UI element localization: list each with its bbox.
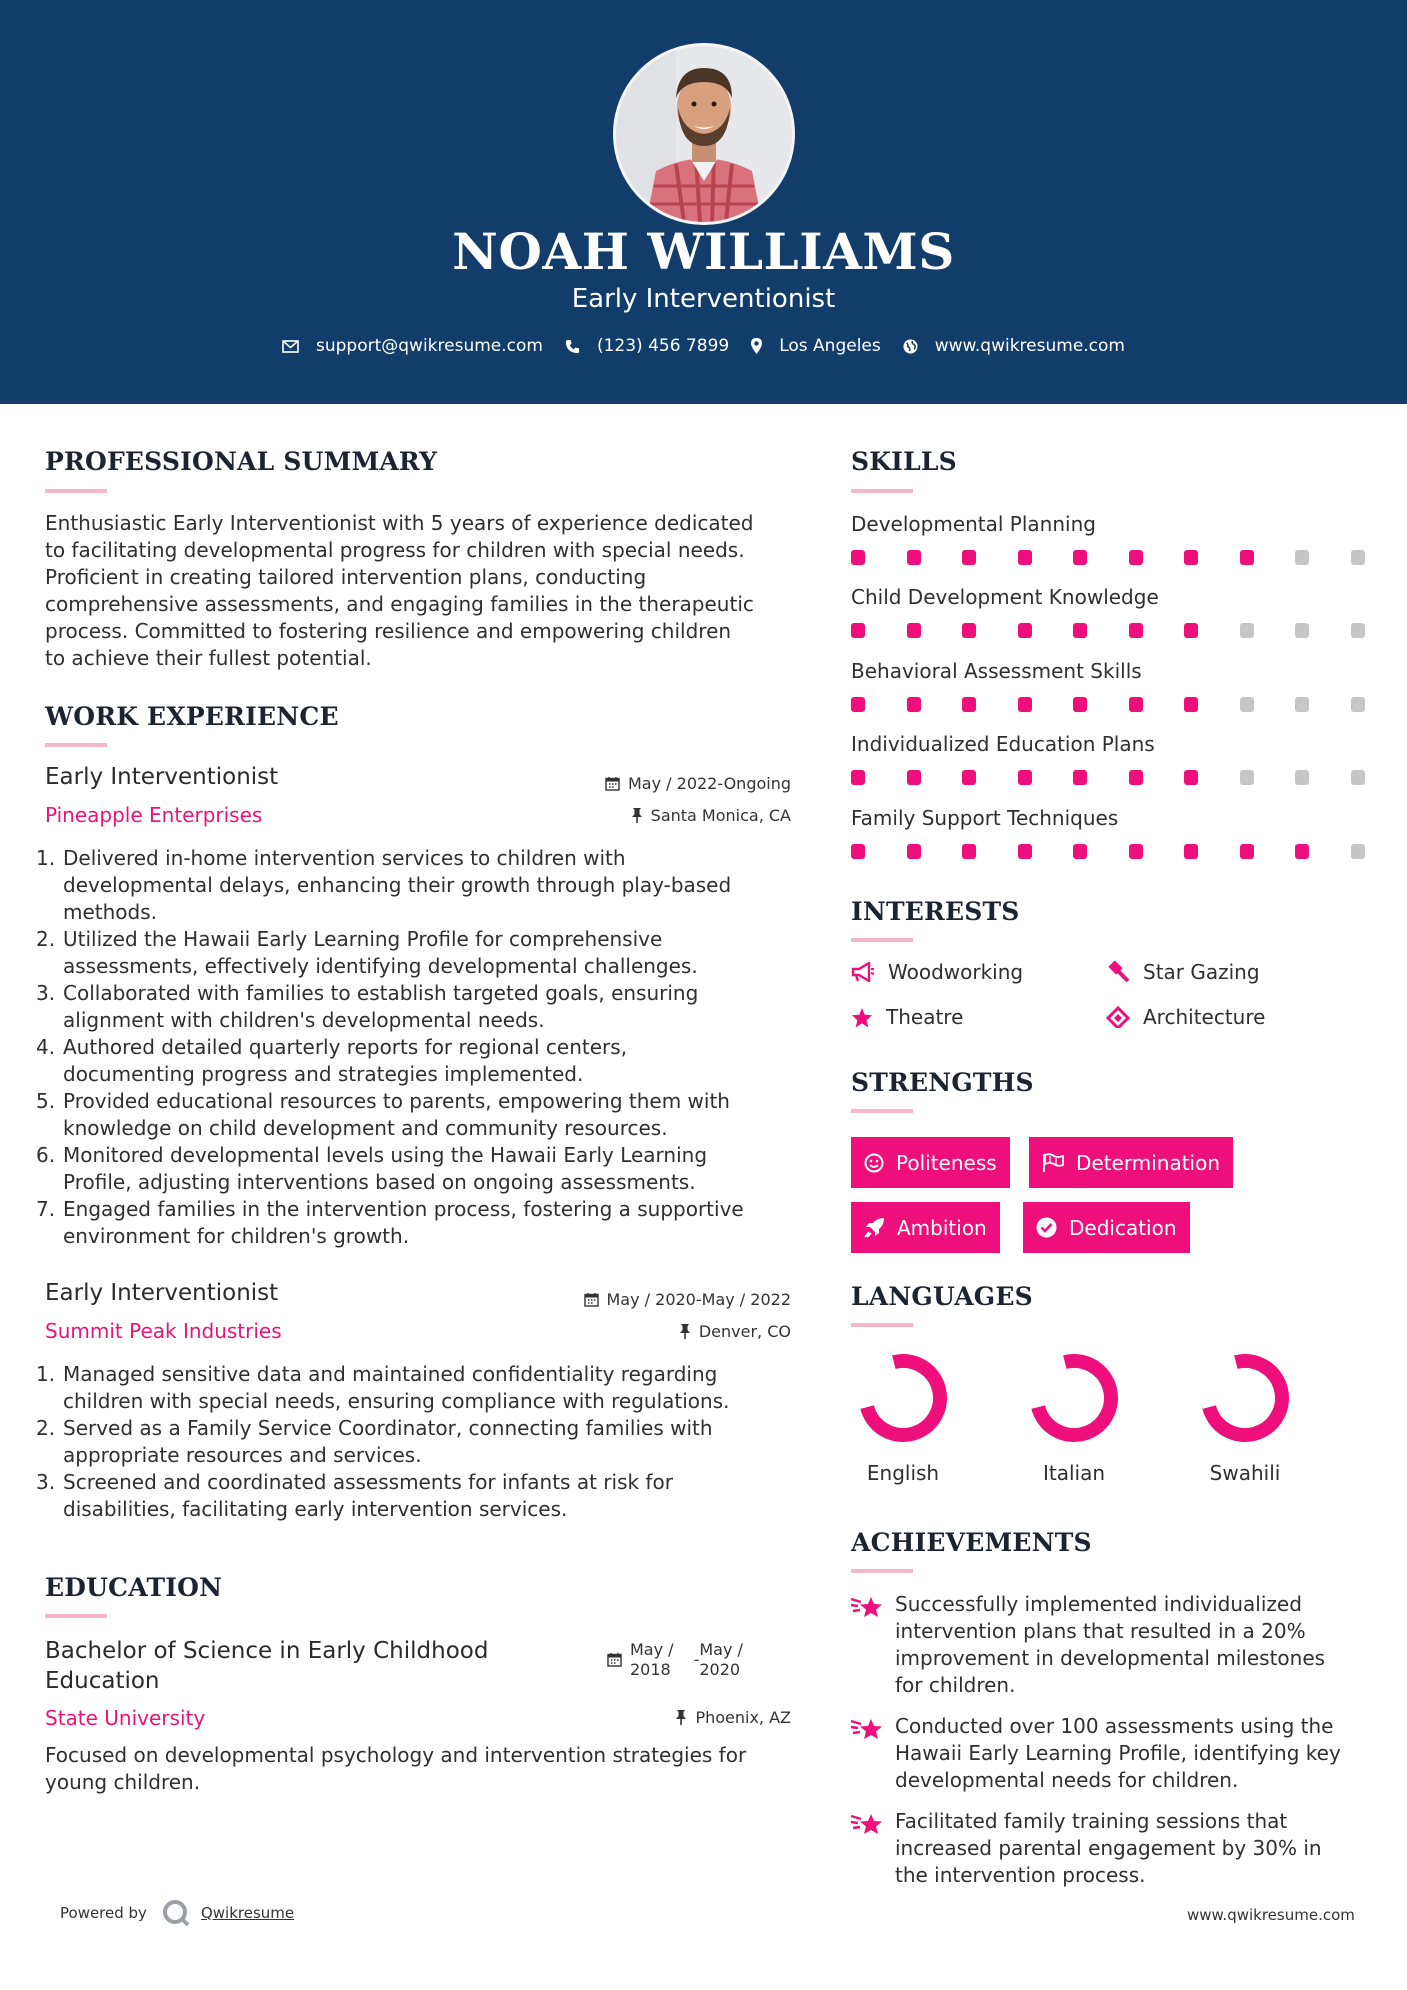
skill-name: Child Development Knowledge [851,585,1159,609]
education-date-dash: - [693,1650,700,1669]
strength-tag [851,1202,1000,1253]
skill-dot-filled [1073,770,1087,785]
language-item [838,1351,968,1485]
location-text: Los Angeles [779,336,881,356]
job-location [679,1322,791,1341]
pushpin-icon [679,1324,691,1339]
job-dates-text: May / 2020-May / 2022 [606,1290,791,1309]
language-name: English [866,1461,940,1485]
skill-dot-filled [1184,697,1198,712]
skill-dot-filled [851,844,865,859]
bullet-item: 3. Collaborated with families to establish targeted goals, ensuring alignment with children's developmental needs. [36,981,699,1032]
interests-heading: INTERESTS [851,897,1020,926]
company-name: Summit Peak Industries [45,1319,282,1343]
skill-dot-filled [1184,550,1198,565]
shooting-star-icon [850,1810,884,1840]
bullet-item: 7. Engaged families in the intervention process, fostering a supportive environment for children's growth. [36,1197,744,1248]
skill-dot-filled [907,697,921,712]
email-text: support@qwikresume.com [316,336,543,356]
contact-website[interactable] [903,336,1125,356]
skill-name: Individualized Education Plans [851,732,1155,756]
skill-dot-filled [1018,770,1032,785]
skill-name: Family Support Techniques [851,806,1119,830]
ticket-icon [1106,1006,1130,1028]
education-location-text: Phoenix, AZ [695,1708,791,1727]
skill-dot-empty [1240,623,1254,638]
skills-underline [851,489,913,493]
interest-label: Architecture [1143,1005,1266,1029]
summary-text [45,510,795,672]
skill-dot-filled [1295,844,1309,859]
language-name: Italian [1042,1461,1106,1485]
contact-location [751,336,881,356]
education-end-month: May / [699,1640,743,1659]
bullhorn-icon [851,962,875,982]
skill-dot-empty [1351,623,1365,638]
contact-bar [0,336,1407,356]
rocket-icon [864,1217,885,1238]
shooting-star-icon [850,1593,884,1623]
strength-label: Determination [1076,1150,1221,1175]
skill-dot-empty [1351,770,1365,785]
skill-dot-filled [1129,550,1143,565]
powered-by-label: Powered by [60,1904,147,1922]
skill-dot-filled [1073,844,1087,859]
skill-dot-filled [907,623,921,638]
interest-item [851,960,1023,984]
profile-photo [616,46,792,222]
summary-underline [45,489,107,493]
skill-dot-filled [1129,770,1143,785]
achievement-text: Facilitated family training sessions that increased parental engagement by 30% in the intervention process. [895,1809,1322,1887]
job-bullets [36,1361,805,1523]
skill-dot-filled [907,550,921,565]
skill-dot-empty [1351,550,1365,565]
header-banner [0,0,1407,404]
strength-label: Politeness [896,1150,997,1175]
bullet-item: 5. Provided educational resources to parents, empowering them with knowledge on child development and community resources. [36,1089,730,1140]
job-dates [584,1290,792,1309]
bullet-item: 6. Monitored developmental levels using the Hawaii Early Learning Profile, adjusting interventions based on ongoing assessments. [36,1143,708,1194]
calendar-icon [584,1292,599,1307]
skill-dot-empty [1295,697,1309,712]
avatar [613,43,795,225]
skill-dot-empty [1240,697,1254,712]
skill-dot-filled [1129,697,1143,712]
language-progress-ring [1027,1351,1121,1445]
strength-label: Ambition [897,1215,987,1240]
interest-label: Woodworking [888,960,1024,984]
summary-line: Proficient in creating tailored intervention plans, conducting [45,565,647,589]
interest-item [851,1005,963,1029]
bullet-item: 2. Served as a Family Service Coordinator, connecting families with appropriate resources and services. [36,1416,713,1467]
bullet-item: 4. Authored detailed quarterly reports for regional centers, documenting progress and strategies implemented. [36,1035,628,1086]
degree-title: Bachelor of Science in Early Childhood Education [45,1638,489,1694]
skill-dot-filled [962,697,976,712]
interest-label: Theatre [886,1005,964,1029]
contact-phone[interactable] [565,336,729,356]
achievement-item [850,1713,1370,1794]
skill-rating [851,770,1406,785]
education-start-year: 2018 [630,1660,671,1679]
skill-dot-empty [1295,623,1309,638]
job-title: Early Interventionist [45,1280,279,1306]
map-pin-icon [751,338,762,354]
skill-name: Developmental Planning [851,512,1096,536]
language-progress-ring [1198,1351,1292,1445]
summary-line: Enthusiastic Early Interventionist with 5 years of experience dedicated [45,511,754,535]
education-heading: EDUCATION [45,1573,223,1602]
skill-dot-filled [1073,623,1087,638]
bullet-item: 2. Utilized the Hawaii Early Learning Profile for comprehensive assessments, effectively identifying developmental challenges. [36,927,698,978]
achievement-text: Conducted over 100 assessments using the Hawaii Early Learning Profile, identifying key developmental needs for children. [895,1714,1341,1792]
achievements-underline [851,1569,913,1573]
skill-dot-filled [1129,844,1143,859]
skill-dot-filled [1184,770,1198,785]
school-name: State University [45,1706,206,1730]
job-bullets [36,845,805,1250]
interest-item [1106,1005,1265,1029]
contact-email[interactable] [282,336,543,356]
skill-dot-filled [1240,844,1254,859]
education-dates [607,1640,743,1680]
skill-dot-empty [1351,697,1365,712]
summary-heading: PROFESSIONAL SUMMARY [45,447,438,476]
education-underline [45,1614,107,1618]
achievement-text: Successfully implemented individualized intervention plans that resulted in a 20% improvement in developmental milestones for children. [895,1592,1326,1697]
skill-dot-empty [1295,550,1309,565]
skill-dot-empty [1240,770,1254,785]
bullet-item: 3. Screened and coordinated assessments for infants at risk for disabilities, facilitating early intervention services. [36,1470,673,1521]
strength-tag [1029,1137,1233,1188]
summary-line: to achieve their fullest potential. [45,646,372,670]
strength-tag [851,1137,1010,1188]
candidate-role: Early Interventionist [571,284,836,314]
skill-dot-filled [962,770,976,785]
skill-dot-filled [1018,550,1032,565]
language-progress-ring [856,1351,950,1445]
skills-heading: SKILLS [851,447,957,476]
skill-name: Behavioral Assessment Skills [851,659,1142,683]
skill-rating [851,697,1406,712]
skill-dot-filled [962,623,976,638]
summary-line: process. Committed to fostering resilience and empowering children [45,619,732,643]
calendar-icon [607,1652,622,1667]
skill-dot-filled [851,550,865,565]
job-dates-text: May / 2022-Ongoing [628,774,791,793]
company-name: Pineapple Enterprises [45,803,263,827]
skill-dot-filled [1073,550,1087,565]
education-end-year: 2020 [699,1660,741,1679]
strengths-heading: STRENGTHS [851,1068,1034,1097]
job-location-text: Santa Monica, CA [650,806,791,825]
job-location-text: Denver, CO [698,1322,791,1341]
website-text: www.qwikresume.com [934,336,1125,356]
skill-dot-filled [1073,697,1087,712]
flag-icon [1042,1153,1064,1173]
star-icon [851,1007,873,1028]
smile-icon [864,1153,884,1173]
skill-dot-empty [1351,844,1365,859]
footer-url[interactable]: www.qwikresume.com [1187,1906,1355,1924]
skill-dot-filled [1018,623,1032,638]
phone-text: (123) 456 7899 [596,336,730,356]
skill-dot-filled [1018,697,1032,712]
bullet-item: 1. Delivered in-home intervention services to children with developmental delays, enhancing their growth through play-based methods. [36,846,732,924]
powered-by [60,1898,294,1928]
pushpin-icon [631,808,643,823]
gavel-icon [1106,961,1130,983]
calendar-icon [605,776,620,791]
phone-icon [565,339,580,354]
interest-label: Star Gazing [1143,960,1260,984]
skill-rating [851,550,1406,565]
skill-dot-filled [1018,844,1032,859]
experience-heading: WORK EXPERIENCE [45,702,339,731]
summary-line: comprehensive assessments, and engaging families in the therapeutic [45,592,754,616]
bullet-item: 1. Managed sensitive data and maintained confidentiality regarding children with special needs, ensuring compliance with regulations. [36,1362,730,1413]
skill-dot-filled [1184,844,1198,859]
skill-rating [851,844,1406,859]
achievement-item [850,1591,1370,1699]
skill-dot-filled [1184,623,1198,638]
strength-label: Dedication [1069,1215,1177,1240]
job-dates [605,774,791,793]
pushpin-icon [675,1710,687,1725]
interests-underline [851,938,913,942]
language-item [1009,1351,1139,1485]
skill-dot-filled [1240,550,1254,565]
summary-line: to facilitating developmental progress for children with special needs. [45,538,745,562]
qwikresume-logo-icon [161,1898,191,1928]
education-start-month: May / [630,1640,674,1659]
check-circle-icon [1036,1217,1057,1238]
skill-dot-filled [851,697,865,712]
skill-dot-empty [1295,770,1309,785]
achievement-item [850,1808,1370,1889]
interest-item [1106,960,1260,984]
shooting-star-icon [850,1715,884,1745]
skill-dot-filled [962,550,976,565]
skill-dot-filled [1129,623,1143,638]
education-location [675,1708,791,1727]
skill-dot-filled [851,770,865,785]
job-location [631,806,791,825]
skill-dot-filled [851,623,865,638]
languages-heading: LANGUAGES [851,1282,1033,1311]
brand-link[interactable]: Qwikresume [200,1904,295,1922]
strengths-underline [851,1109,913,1113]
strength-tag [1023,1202,1190,1253]
languages-underline [851,1323,913,1327]
experience-underline [45,743,107,747]
globe-icon [903,339,918,354]
achievements-heading: ACHIEVEMENTS [851,1528,1092,1557]
skill-dot-filled [907,844,921,859]
envelope-icon [282,340,299,353]
skill-rating [851,623,1406,638]
skill-dot-filled [907,770,921,785]
language-item [1180,1351,1310,1485]
job-title: Early Interventionist [45,764,279,790]
education-description: Focused on developmental psychology and intervention strategies for young children. [45,1743,747,1794]
language-name: Swahili [1209,1461,1281,1485]
candidate-name: NOAH WILLIAMS [452,222,955,281]
skill-dot-filled [962,844,976,859]
